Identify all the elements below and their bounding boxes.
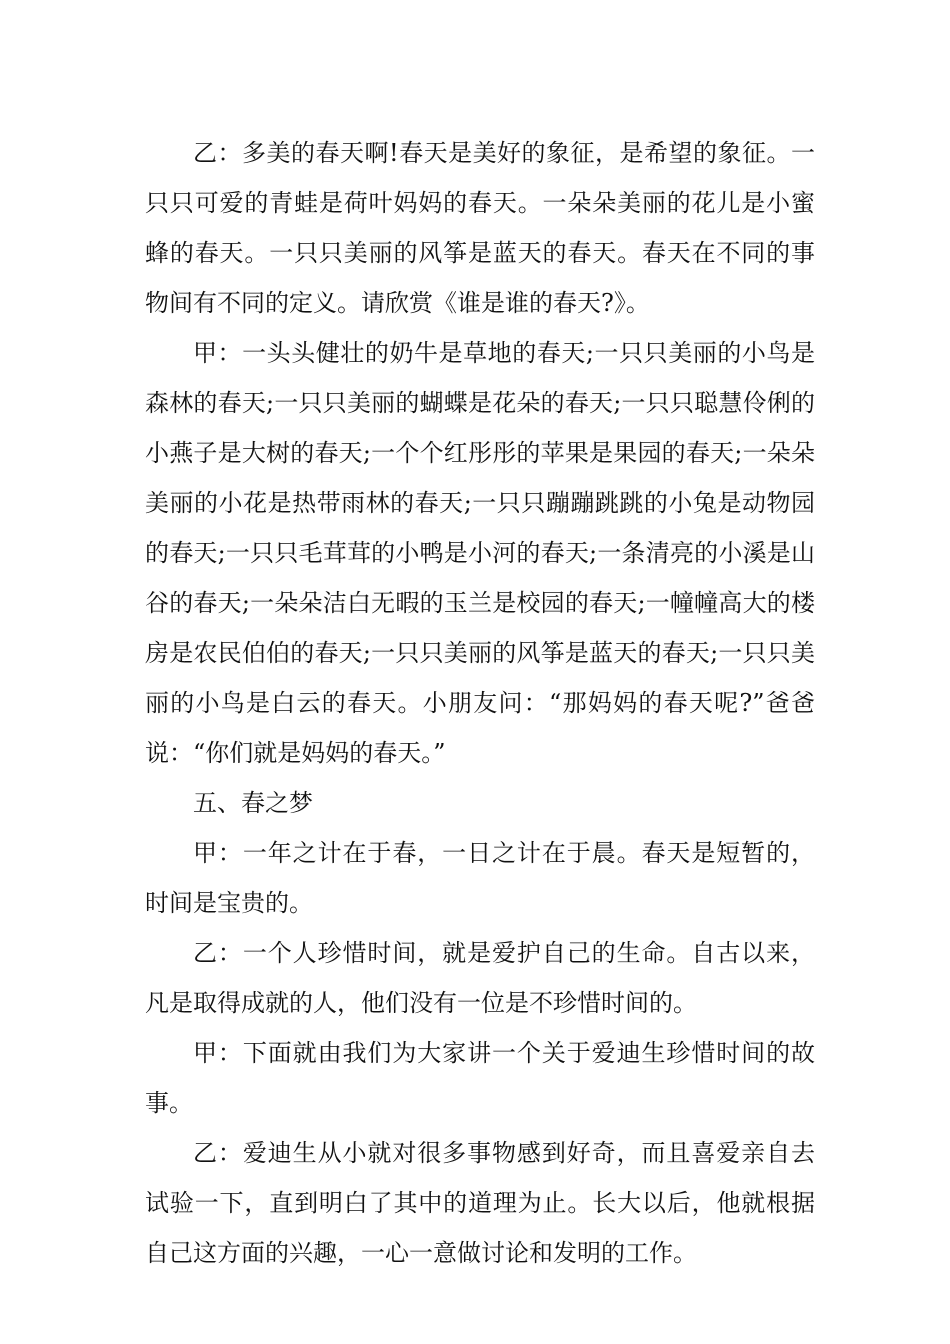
paragraph-yi-edison-story: 乙：爱迪生从小就对很多事物感到好奇，而且喜爱亲自去试验一下，直到明白了其中的道理为止。长大以后，他就根据自己这方面的兴趣，一心一意做讨论和发明的工作。 xyxy=(145,1139,815,1267)
section-heading-spring-dream: 五、春之梦 xyxy=(193,789,313,817)
paragraph-jia-time-precious: 甲：一年之计在于春，一日之计在于晨。春天是短暂的，时间是宝贵的。 xyxy=(145,839,815,917)
paragraph-jia-edison-intro: 甲：下面就由我们为大家讲一个关于爱迪生珍惜时间的故事。 xyxy=(145,1039,815,1117)
document-page xyxy=(145,128,815,1278)
paragraph-jia-whose-spring: 甲：一头头健壮的奶牛是草地的春天;一只只美丽的小鸟是森林的春天;一只只美丽的蝴蝶是花朵的春天;一只只聪慧伶俐的小燕子是大树的春天;一个个红彤彤的苹果是果园的春天;一朵朵美丽的小花是热带雨林的春天;一只只蹦蹦跳跳的小兔是动物园的春天;一只只毛茸茸的小鸭是小河的春天;一条清亮的小溪是山谷的春天;一朵朵洁白无暇的玉兰是校园的春天;一幢幢高大的楼房是农民伯伯的春天;一只只美丽的风筝是蓝天的春天;一只只美丽的小鸟是白云的春天。小朋友问：“那妈妈的春天呢?”爸爸说：“你们就是妈妈的春天。” xyxy=(145,339,815,767)
paragraph-yi-spring-symbol: 乙：多美的春天啊!春天是美好的象征，是希望的象征。一只只可爱的青蛙是荷叶妈妈的春天。一朵朵美丽的花儿是小蜜蜂的春天。一只只美丽的风筝是蓝天的春天。春天在不同的事物间有不同的定义。请欣赏《谁是谁的春天?》。 xyxy=(145,139,815,317)
paragraph-yi-cherish-time: 乙：一个人珍惜时间，就是爱护自己的生命。自古以来，凡是取得成就的人，他们没有一位是不珍惜时间的。 xyxy=(145,939,815,1017)
